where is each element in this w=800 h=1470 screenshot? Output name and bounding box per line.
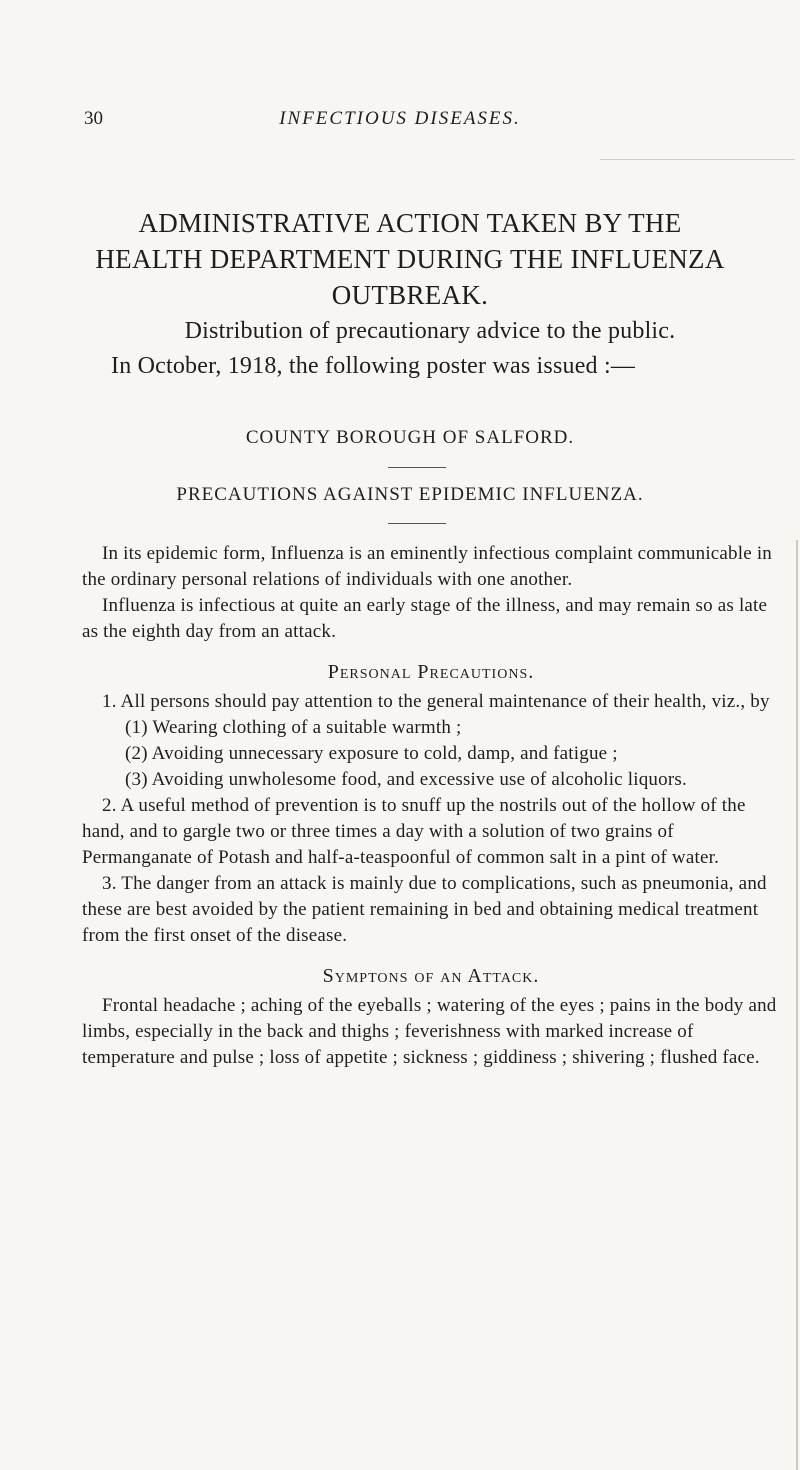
page-number: 30 <box>84 108 103 129</box>
poster-heading-borough: COUNTY BOROUGH OF SALFORD. <box>245 427 575 448</box>
paragraph: In its epidemic form, Influenza is an eminently infectious complaint communicable in the ordinary personal relations of individuals with one another. <box>82 543 772 590</box>
title-line: OUTBREAK. <box>331 280 489 310</box>
running-head: INFECTIOUS DISEASES. <box>279 108 521 129</box>
divider <box>388 523 446 524</box>
intro-line: Distribution of precautionary advice to the public. <box>184 318 676 344</box>
list-item: 1. All persons should pay attention to the general maintenance of their health, viz., by <box>102 691 770 712</box>
title-line: HEALTH DEPARTMENT DURING THE INFLUENZA <box>95 244 725 274</box>
sub-list-item: (1) Wearing clothing of a suitable warmth ; <box>125 717 462 738</box>
poster-heading-precautions: PRECAUTIONS AGAINST EPIDEMIC INFLUENZA. <box>176 484 644 505</box>
sub-list-item: (3) Avoiding unwholesome food, and excessive use of alcoholic liquors. <box>125 769 687 790</box>
title-line: ADMINISTRATIVE ACTION TAKEN BY THE <box>138 208 682 238</box>
main-title <box>60 205 760 313</box>
sub-list-item: (2) Avoiding unnecessary exposure to cold, damp, and fatigue ; <box>125 743 618 764</box>
page-header <box>84 108 716 138</box>
list-item: 3. The danger from an attack is mainly due to complications, such as pneumonia, and these are best avoided by the patient remaining in bed and obtaining medical treatment from the first onset of the disease. <box>82 873 767 946</box>
divider <box>388 467 446 468</box>
header-rule <box>600 159 795 160</box>
section-heading-personal: Personal Precautions. <box>327 661 535 683</box>
intro-line: In October, 1918, the following poster was issued :— <box>111 353 636 379</box>
paragraph: Frontal headache ; aching of the eyeballs ; watering of the eyes ; pains in the body and limbs, especially in the back and thighs ; feverishness with marked increase of temperature and pulse ; loss of appetite ; sickness ; giddiness ; shivering ; flushed face. <box>82 995 777 1068</box>
page-edge <box>796 540 798 1470</box>
section-heading-symptoms: Symptons of an Attack. <box>322 965 540 987</box>
poster-body <box>82 541 780 1071</box>
paragraph: Influenza is infectious at quite an early stage of the illness, and may remain so as late as the eighth day from an attack. <box>82 595 768 642</box>
list-item: 2. A useful method of prevention is to snuff up the nostrils out of the hollow of the hand, and to gargle two or three times a day with a solution of two grains of Permanganate of Potash and half-a-teaspoonful of common salt in a pint of water. <box>82 795 746 868</box>
